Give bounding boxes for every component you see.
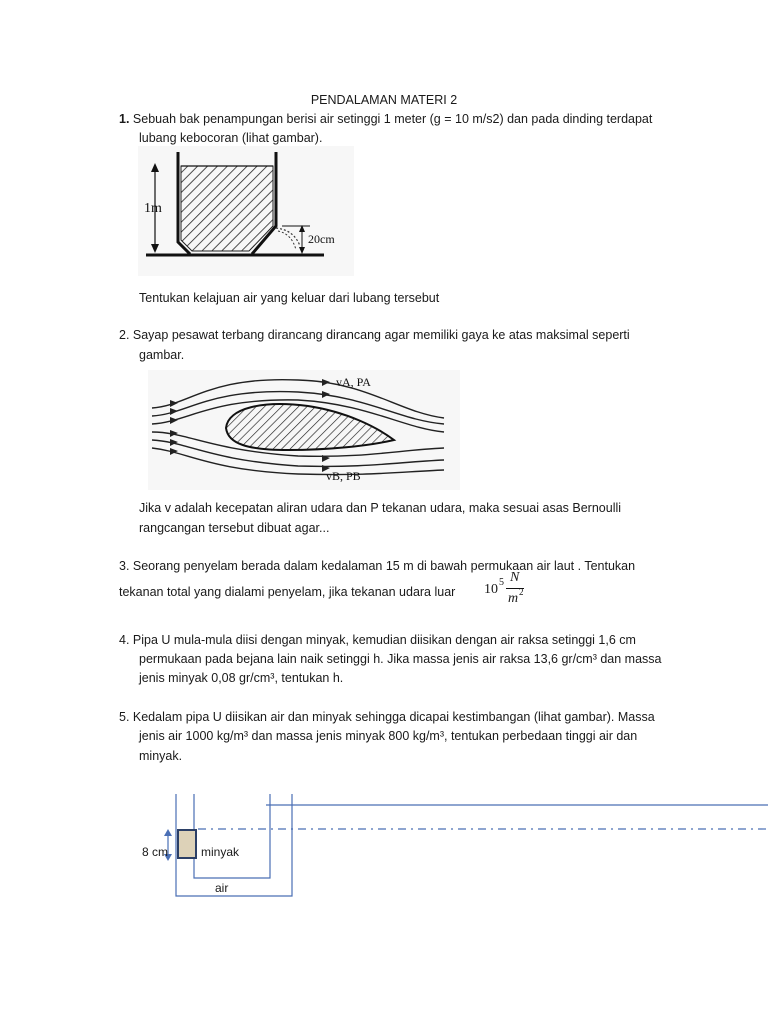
formula-base: 10 (484, 582, 498, 597)
tank-leak-figure (138, 146, 354, 276)
q1-line1 (119, 111, 652, 127)
water-label: air (215, 881, 229, 895)
q3-line1: 3. Seorang penyelam berada dalam kedalaman 15 m di bawah permukaan air laut . Tentukan (119, 559, 636, 573)
top-flow-label: vA, PA (336, 375, 371, 389)
q4-line2: permukaan pada bejana lain naik setinggi h. Jika massa jenis air raksa 13,6 gr/cm³ dan massa (139, 652, 662, 666)
pressure-formula (484, 570, 544, 610)
oil-height-label: 8 cm (142, 845, 169, 859)
formula-numerator: N (510, 570, 520, 585)
q1-question: Tentukan kelajuan air yang keluar dari lubang tersebut (139, 291, 440, 305)
airfoil-figure (148, 370, 460, 490)
q2-line1: 2. Sayap pesawat terbang dirancang dirancang agar memiliki gaya ke atas maksimal seperti (119, 328, 630, 342)
q4-line1: 4. Pipa U mula-mula diisi dengan minyak, kemudian diisikan dengan air raksa setinggi 1,6 cm (119, 633, 636, 647)
q4-line3: jenis minyak 0,08 gr/cm³, tentukan h. (139, 671, 344, 685)
q5-line3: minyak. (139, 749, 183, 763)
formula-denominator: m (508, 591, 519, 606)
q1-line2: lubang kebocoran (lihat gambar). (139, 131, 323, 145)
hole-height-label: 20cm (308, 232, 335, 246)
q2-question-line2: rangcangan tersebut dibuat agar... (139, 521, 330, 535)
formula-denominator-exponent: 2 (519, 587, 524, 597)
q5-line2: jenis air 1000 kg/m³ dan massa jenis minyak 800 kg/m³, tentukan perbedaan tinggi air dan (139, 729, 638, 743)
q5-line1: 5. Kedalam pipa U diisikan air dan minyak sehingga dicapai kestimbangan (lihat gambar). Massa (119, 710, 655, 724)
q2-question-line1: Jika v adalah kecepatan aliran udara dan P tekanan udara, maka sesuai asas Bernoulli (139, 501, 622, 515)
formula-exponent: 5 (499, 577, 504, 588)
height-label: 1m (144, 201, 162, 216)
bottom-flow-label: vB, PB (326, 469, 361, 483)
q2-line2: gambar. (139, 348, 185, 362)
q1-text: Sebuah bak penampungan berisi air setinggi 1 meter (g = 10 m/s2) dan pada dinding terdapat (132, 112, 653, 126)
oil-label: minyak (201, 845, 240, 859)
q3-line2: tekanan total yang dialami penyelam, jika tekanan udara luar (119, 585, 456, 599)
page-title: PENDALAMAN MATERI 2 (310, 93, 458, 107)
q1-number: 1. (119, 112, 130, 126)
